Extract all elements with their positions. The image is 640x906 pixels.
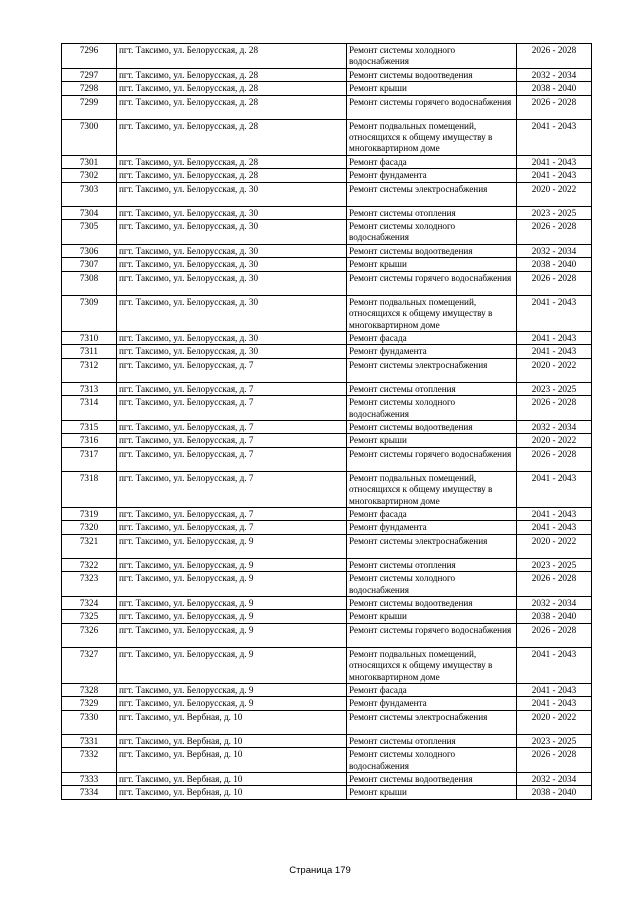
row-number: 7299 (62, 95, 117, 119)
row-period: 2041 - 2043 (517, 119, 592, 155)
row-number: 7314 (62, 396, 117, 421)
row-number: 7298 (62, 82, 117, 95)
row-address: пгт. Таксимо, ул. Белорусская, д. 7 (117, 507, 347, 520)
row-period: 2020 - 2022 (517, 534, 592, 558)
row-work-type: Ремонт подвальных помещений, относящихся к общему имуществу в многоквартирном доме (347, 119, 517, 155)
row-period: 2041 - 2043 (517, 684, 592, 697)
row-period: 2038 - 2040 (517, 610, 592, 623)
row-work-type: Ремонт системы горячего водоснабжения (347, 623, 517, 647)
row-address: пгт. Таксимо, ул. Белорусская, д. 9 (117, 684, 347, 697)
row-period: 2041 - 2043 (517, 295, 592, 331)
row-work-type: Ремонт системы водоотведения (347, 597, 517, 610)
table-row (62, 710, 592, 734)
row-address: пгт. Таксимо, ул. Белорусская, д. 9 (117, 558, 347, 571)
row-number: 7323 (62, 572, 117, 597)
table-row (62, 182, 592, 206)
table-row (62, 358, 592, 382)
row-number: 7319 (62, 507, 117, 520)
row-address: пгт. Таксимо, ул. Вербная, д. 10 (117, 710, 347, 734)
row-address: пгт. Таксимо, ул. Белорусская, д. 9 (117, 572, 347, 597)
row-work-type: Ремонт системы отопления (347, 382, 517, 395)
table-row (62, 169, 592, 182)
row-address: пгт. Таксимо, ул. Белорусская, д. 7 (117, 382, 347, 395)
row-number: 7318 (62, 471, 117, 507)
row-work-type: Ремонт системы электроснабжения (347, 710, 517, 734)
row-period: 2041 - 2043 (517, 521, 592, 534)
row-work-type: Ремонт фундамента (347, 697, 517, 710)
row-work-type: Ремонт системы электроснабжения (347, 358, 517, 382)
row-period: 2026 - 2028 (517, 572, 592, 597)
row-work-type: Ремонт крыши (347, 786, 517, 799)
row-number: 7325 (62, 610, 117, 623)
row-address: пгт. Таксимо, ул. Белорусская, д. 30 (117, 244, 347, 257)
row-address: пгт. Таксимо, ул. Белорусская, д. 9 (117, 647, 347, 683)
row-period: 2041 - 2043 (517, 647, 592, 683)
row-address: пгт. Таксимо, ул. Белорусская, д. 28 (117, 95, 347, 119)
row-period: 2026 - 2028 (517, 220, 592, 245)
row-address: пгт. Таксимо, ул. Белорусская, д. 28 (117, 68, 347, 81)
row-period: 2041 - 2043 (517, 697, 592, 710)
table-row (62, 82, 592, 95)
row-number: 7334 (62, 786, 117, 799)
row-period: 2026 - 2028 (517, 44, 592, 69)
row-period: 2038 - 2040 (517, 82, 592, 95)
row-period: 2032 - 2034 (517, 597, 592, 610)
row-period: 2026 - 2028 (517, 271, 592, 295)
row-address: пгт. Таксимо, ул. Белорусская, д. 9 (117, 697, 347, 710)
row-period: 2020 - 2022 (517, 182, 592, 206)
row-period: 2041 - 2043 (517, 155, 592, 168)
row-number: 7326 (62, 623, 117, 647)
table-body (62, 44, 592, 800)
row-number: 7305 (62, 220, 117, 245)
row-work-type: Ремонт системы холодного водоснабжения (347, 748, 517, 773)
table-row (62, 558, 592, 571)
row-work-type: Ремонт системы электроснабжения (347, 534, 517, 558)
table-row (62, 773, 592, 786)
row-work-type: Ремонт фасада (347, 507, 517, 520)
table-row (62, 507, 592, 520)
row-work-type: Ремонт системы горячего водоснабжения (347, 447, 517, 471)
row-number: 7324 (62, 597, 117, 610)
row-number: 7307 (62, 258, 117, 271)
row-number: 7329 (62, 697, 117, 710)
table-row (62, 647, 592, 683)
table-row (62, 220, 592, 245)
row-address: пгт. Таксимо, ул. Белорусская, д. 9 (117, 534, 347, 558)
row-address: пгт. Таксимо, ул. Белорусская, д. 7 (117, 396, 347, 421)
row-period: 2032 - 2034 (517, 420, 592, 433)
row-number: 7300 (62, 119, 117, 155)
table-row (62, 434, 592, 447)
row-period: 2032 - 2034 (517, 244, 592, 257)
row-period: 2026 - 2028 (517, 447, 592, 471)
row-address: пгт. Таксимо, ул. Белорусская, д. 30 (117, 271, 347, 295)
row-address: пгт. Таксимо, ул. Белорусская, д. 7 (117, 358, 347, 382)
row-work-type: Ремонт системы водоотведения (347, 420, 517, 433)
row-address: пгт. Таксимо, ул. Белорусская, д. 30 (117, 345, 347, 358)
row-period: 2023 - 2025 (517, 558, 592, 571)
row-work-type: Ремонт системы холодного водоснабжения (347, 396, 517, 421)
row-address: пгт. Таксимо, ул. Белорусская, д. 7 (117, 447, 347, 471)
row-period: 2020 - 2022 (517, 710, 592, 734)
row-work-type: Ремонт системы отопления (347, 734, 517, 747)
row-address: пгт. Таксимо, ул. Белорусская, д. 28 (117, 44, 347, 69)
row-address: пгт. Таксимо, ул. Белорусская, д. 28 (117, 155, 347, 168)
row-period: 2041 - 2043 (517, 169, 592, 182)
row-period: 2041 - 2043 (517, 507, 592, 520)
page-footer (0, 865, 640, 876)
row-number: 7309 (62, 295, 117, 331)
row-address: пгт. Таксимо, ул. Белорусская, д. 28 (117, 82, 347, 95)
table-row (62, 396, 592, 421)
table-row (62, 684, 592, 697)
table-row (62, 534, 592, 558)
row-number: 7302 (62, 169, 117, 182)
row-work-type: Ремонт крыши (347, 434, 517, 447)
row-work-type: Ремонт системы электроснабжения (347, 182, 517, 206)
row-work-type: Ремонт системы водоотведения (347, 68, 517, 81)
row-address: пгт. Таксимо, ул. Вербная, д. 10 (117, 773, 347, 786)
row-address: пгт. Таксимо, ул. Белорусская, д. 7 (117, 471, 347, 507)
row-address: пгт. Таксимо, ул. Белорусская, д. 30 (117, 220, 347, 245)
row-number: 7304 (62, 206, 117, 219)
row-period: 2023 - 2025 (517, 206, 592, 219)
table-row (62, 155, 592, 168)
table-row (62, 258, 592, 271)
row-work-type: Ремонт системы отопления (347, 206, 517, 219)
row-number: 7311 (62, 345, 117, 358)
row-number: 7296 (62, 44, 117, 69)
row-period: 2041 - 2043 (517, 471, 592, 507)
row-address: пгт. Таксимо, ул. Белорусская, д. 9 (117, 623, 347, 647)
row-number: 7301 (62, 155, 117, 168)
row-work-type: Ремонт фасада (347, 331, 517, 344)
row-period: 2026 - 2028 (517, 396, 592, 421)
row-period: 2038 - 2040 (517, 786, 592, 799)
row-number: 7316 (62, 434, 117, 447)
table-row (62, 697, 592, 710)
row-number: 7313 (62, 382, 117, 395)
row-number: 7303 (62, 182, 117, 206)
row-work-type: Ремонт фундамента (347, 169, 517, 182)
table-row (62, 597, 592, 610)
row-work-type: Ремонт подвальных помещений, относящихся к общему имуществу в многоквартирном доме (347, 647, 517, 683)
row-work-type: Ремонт крыши (347, 610, 517, 623)
row-period: 2041 - 2043 (517, 331, 592, 344)
row-number: 7315 (62, 420, 117, 433)
row-period: 2038 - 2040 (517, 258, 592, 271)
table-row (62, 331, 592, 344)
row-period: 2020 - 2022 (517, 358, 592, 382)
row-period: 2026 - 2028 (517, 748, 592, 773)
row-work-type: Ремонт фасада (347, 684, 517, 697)
row-address: пгт. Таксимо, ул. Белорусская, д. 30 (117, 258, 347, 271)
table-row (62, 345, 592, 358)
row-address: пгт. Таксимо, ул. Вербная, д. 10 (117, 734, 347, 747)
table-row (62, 95, 592, 119)
row-number: 7332 (62, 748, 117, 773)
row-period: 2032 - 2034 (517, 68, 592, 81)
row-work-type: Ремонт системы горячего водоснабжения (347, 271, 517, 295)
table-row (62, 471, 592, 507)
table-row (62, 206, 592, 219)
row-period: 2023 - 2025 (517, 734, 592, 747)
row-number: 7331 (62, 734, 117, 747)
row-number: 7330 (62, 710, 117, 734)
table-row (62, 44, 592, 69)
row-period: 2026 - 2028 (517, 95, 592, 119)
row-work-type: Ремонт крыши (347, 82, 517, 95)
row-number: 7312 (62, 358, 117, 382)
row-address: пгт. Таксимо, ул. Белорусская, д. 7 (117, 420, 347, 433)
table-row (62, 623, 592, 647)
row-address: пгт. Таксимо, ул. Белорусская, д. 30 (117, 206, 347, 219)
row-number: 7322 (62, 558, 117, 571)
row-address: пгт. Таксимо, ул. Белорусская, д. 30 (117, 295, 347, 331)
row-number: 7297 (62, 68, 117, 81)
row-address: пгт. Таксимо, ул. Белорусская, д. 28 (117, 169, 347, 182)
table-row (62, 119, 592, 155)
row-number: 7327 (62, 647, 117, 683)
row-period: 2041 - 2043 (517, 345, 592, 358)
row-work-type: Ремонт подвальных помещений, относящихся к общему имуществу в многоквартирном доме (347, 295, 517, 331)
row-period: 2020 - 2022 (517, 434, 592, 447)
row-work-type: Ремонт фундамента (347, 345, 517, 358)
row-work-type: Ремонт системы холодного водоснабжения (347, 44, 517, 69)
row-address: пгт. Таксимо, ул. Белорусская, д. 7 (117, 434, 347, 447)
row-work-type: Ремонт системы холодного водоснабжения (347, 220, 517, 245)
repair-schedule-table (61, 43, 592, 800)
table-row (62, 748, 592, 773)
row-address: пгт. Таксимо, ул. Вербная, д. 10 (117, 748, 347, 773)
table-row (62, 68, 592, 81)
table-row (62, 447, 592, 471)
table-row (62, 610, 592, 623)
row-number: 7310 (62, 331, 117, 344)
table-row (62, 244, 592, 257)
row-work-type: Ремонт подвальных помещений, относящихся к общему имуществу в многоквартирном доме (347, 471, 517, 507)
row-number: 7308 (62, 271, 117, 295)
row-work-type: Ремонт фундамента (347, 521, 517, 534)
row-period: 2032 - 2034 (517, 773, 592, 786)
row-address: пгт. Таксимо, ул. Белорусская, д. 7 (117, 521, 347, 534)
row-work-type: Ремонт системы водоотведения (347, 244, 517, 257)
row-number: 7333 (62, 773, 117, 786)
table-row (62, 521, 592, 534)
row-number: 7306 (62, 244, 117, 257)
row-number: 7328 (62, 684, 117, 697)
table-row (62, 420, 592, 433)
row-address: пгт. Таксимо, ул. Белорусская, д. 9 (117, 610, 347, 623)
table-row (62, 382, 592, 395)
row-work-type: Ремонт крыши (347, 258, 517, 271)
row-number: 7321 (62, 534, 117, 558)
page-number: Страница 179 (289, 865, 351, 876)
row-work-type: Ремонт системы водоотведения (347, 773, 517, 786)
row-address: пгт. Таксимо, ул. Белорусская, д. 30 (117, 331, 347, 344)
row-period: 2026 - 2028 (517, 623, 592, 647)
table-row (62, 295, 592, 331)
table-row (62, 572, 592, 597)
table-row (62, 271, 592, 295)
row-work-type: Ремонт фасада (347, 155, 517, 168)
table-row (62, 734, 592, 747)
row-address: пгт. Таксимо, ул. Белорусская, д. 30 (117, 182, 347, 206)
row-address: пгт. Таксимо, ул. Вербная, д. 10 (117, 786, 347, 799)
row-number: 7317 (62, 447, 117, 471)
row-work-type: Ремонт системы отопления (347, 558, 517, 571)
row-address: пгт. Таксимо, ул. Белорусская, д. 28 (117, 119, 347, 155)
row-work-type: Ремонт системы горячего водоснабжения (347, 95, 517, 119)
table-row (62, 786, 592, 799)
row-address: пгт. Таксимо, ул. Белорусская, д. 9 (117, 597, 347, 610)
row-work-type: Ремонт системы холодного водоснабжения (347, 572, 517, 597)
row-period: 2023 - 2025 (517, 382, 592, 395)
row-number: 7320 (62, 521, 117, 534)
